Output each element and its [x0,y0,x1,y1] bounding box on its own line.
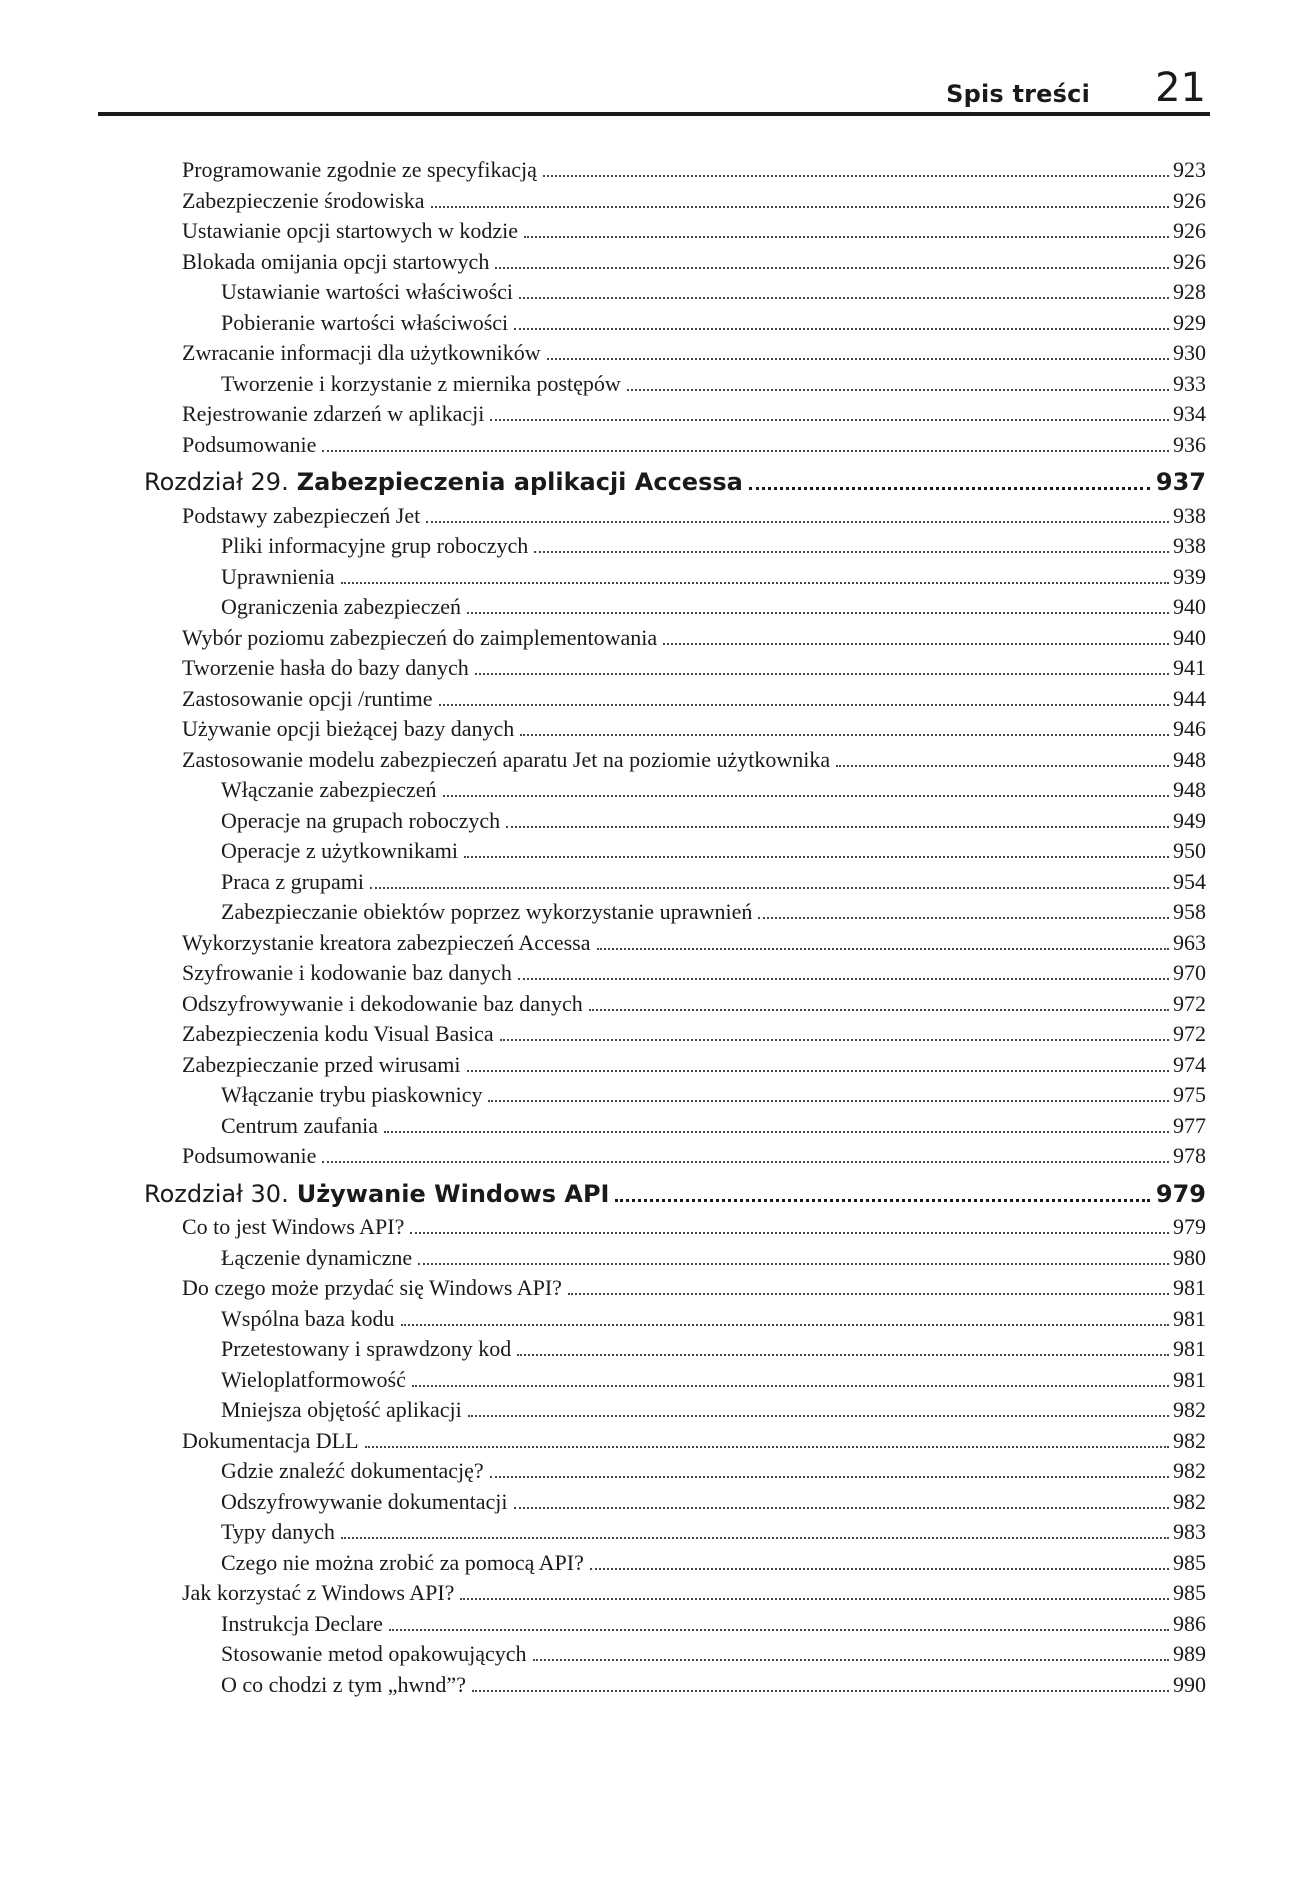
entry-title: Podsumowanie [182,431,317,457]
entry-page-number: 981 [1173,1366,1206,1392]
dot-leader [490,1476,1169,1478]
entry-page-number: 979 [1173,1214,1206,1239]
dot-leader [384,1131,1169,1133]
toc-entry [182,625,1206,655]
entry-title: Do czego może przydać się Windows API? [182,1275,562,1300]
entry-title: Centrum zaufania [221,1112,378,1138]
entry-page-number: 985 [1173,1549,1206,1575]
dot-leader [472,1690,1169,1692]
toc-entry [221,279,1206,309]
entry-title: Zastosowanie opcji /runtime [182,685,433,711]
dot-leader [758,917,1169,919]
toc-entry [182,1021,1206,1051]
entry-title: Zwracanie informacji dla użytkowników [182,340,541,365]
entry-title: Odszyfrowywanie i dekodowanie baz danych [182,990,583,1016]
toc-entry [221,1641,1206,1671]
dot-leader [475,673,1169,675]
entry-title: Pobieranie wartości właściwości [221,309,509,335]
entry-page-number: 983 [1173,1519,1206,1544]
toc-entry [221,371,1206,401]
toc-entry [221,310,1206,340]
entry-page-number: 986 [1173,1610,1206,1636]
toc-entry [182,1580,1206,1610]
entry-title: Blokada omijania opcji startowych [182,248,490,274]
toc-entry [221,1367,1206,1397]
entry-page-number: 990 [1173,1671,1206,1697]
chapter-number: Rozdział 29. [144,468,289,496]
dot-leader [412,1385,1169,1387]
dot-leader [514,1507,1169,1509]
toc-entry [221,594,1206,624]
entry-page-number: 981 [1173,1336,1206,1361]
dot-leader [418,1263,1169,1265]
dot-leader [439,704,1170,706]
entry-page-number: 929 [1173,309,1206,335]
entry-page-number: 948 [1173,777,1206,802]
entry-title: Zastosowanie modelu zabezpieczeń aparatu Jet na poziomie użytkownika [182,746,831,772]
entry-page-number: 982 [1173,1488,1206,1514]
toc-chapter-entry [144,468,1206,502]
toc-entry [182,340,1206,370]
entry-page-number: 974 [1173,1051,1206,1077]
entry-page-number: 963 [1173,929,1206,955]
toc-entry [182,401,1206,431]
dot-leader [534,551,1169,553]
entry-title: Zabezpieczanie przed wirusami [182,1051,461,1077]
entry-title: Używanie opcji bieżącej bazy danych [182,716,515,741]
dot-leader [460,1598,1169,1600]
toc-entry [221,1306,1206,1336]
dot-leader [520,734,1169,736]
entry-title: Typy danych [221,1519,335,1544]
dot-leader [322,1161,1169,1163]
entry-title: Operacje na grupach roboczych [221,807,501,833]
entry-page-number: 979 [1155,1179,1206,1208]
entry-page-number: 926 [1173,187,1206,213]
toc-entry [182,686,1206,716]
toc-entry [221,1458,1206,1488]
toc-entry [182,1214,1206,1244]
dot-leader [467,612,1169,614]
dot-leader [568,1293,1169,1295]
entry-title: Uprawnienia [221,563,335,589]
entry-page-number: 972 [1173,1021,1206,1046]
dot-leader [322,450,1169,452]
entry-title: Zabezpieczenia kodu Visual Basica [182,1021,494,1046]
toc-entry [182,432,1206,462]
entry-page-number: 981 [1173,1275,1206,1300]
running-header-title: Spis treści [946,80,1090,108]
toc-entry [221,869,1206,899]
entry-title: Ograniczenia zabezpieczeń [221,594,461,619]
entry-title: Odszyfrowywanie dokumentacji [221,1488,508,1514]
dot-leader [547,358,1169,360]
entry-title: Gdzie znaleźć dokumentację? [221,1458,484,1483]
dot-leader [663,643,1169,645]
dot-leader [514,328,1169,330]
dot-leader [431,206,1170,208]
dot-leader [341,1537,1169,1539]
dot-leader [533,1659,1170,1661]
entry-title: Tworzenie hasła do bazy danych [182,655,469,680]
entry-page-number: 940 [1173,624,1206,650]
toc-entry [182,157,1206,187]
entry-page-number: 938 [1173,533,1206,558]
entry-title: Wykorzystanie kreatora zabezpieczeń Accessa [182,929,591,955]
toc-entry [221,533,1206,563]
entry-page-number: 928 [1173,279,1206,304]
dot-leader [426,521,1169,523]
entry-title: Wieloplatformowość [221,1366,406,1392]
entry-title: Podstawy zabezpieczeń Jet [182,502,421,528]
dot-leader [519,297,1169,299]
entry-title: Programowanie zgodnie ze specyfikacją [182,157,537,182]
entry-page-number: 954 [1173,868,1206,894]
entry-page-number: 944 [1173,685,1206,711]
chapter-number: Rozdział 30. [144,1179,289,1208]
dot-leader [589,1009,1169,1011]
toc-entry [182,930,1206,960]
entry-title: Włączanie trybu piaskownicy [221,1082,483,1107]
dot-leader [836,765,1169,767]
toc-entry [221,1082,1206,1112]
entry-page-number: 946 [1173,716,1206,741]
toc-entry [182,991,1206,1021]
toc-entry [221,1489,1206,1519]
dot-leader [410,1232,1169,1234]
entry-title: Operacje z użytkownikami [221,838,459,863]
entry-title: O co chodzi z tym „hwnd”? [221,1671,466,1697]
dot-leader [467,1070,1169,1072]
entry-page-number: 937 [1155,468,1206,496]
entry-page-number: 970 [1173,960,1206,985]
entry-page-number: 939 [1173,563,1206,589]
dot-leader [468,1415,1169,1417]
entry-page-number: 940 [1173,594,1206,619]
entry-title: Instrukcja Declare [221,1610,383,1636]
toc-entry [182,1143,1206,1173]
entry-title: Ustawianie wartości właściwości [221,279,514,304]
dot-leader [389,1629,1169,1631]
toc-entry [182,960,1206,990]
dot-leader [597,948,1170,950]
toc-entry [182,218,1206,248]
page-number: 21 [1155,65,1206,111]
entry-page-number: 978 [1173,1143,1206,1168]
toc-entry [182,1428,1206,1458]
toc-entry [221,1611,1206,1641]
entry-title: Podsumowanie [182,1143,317,1168]
toc-entry [221,777,1206,807]
entry-page-number: 980 [1173,1244,1206,1270]
entry-page-number: 948 [1173,746,1206,772]
toc-entry [182,503,1206,533]
toc-entry [182,1275,1206,1305]
entry-title: Łączenie dynamiczne [221,1244,413,1270]
toc-entry [221,1336,1206,1366]
dot-leader [749,487,1150,490]
chapter-title: Zabezpieczenia aplikacji Accessa [296,468,743,496]
entry-title: Tworzenie i korzystanie z miernika postępów [221,370,621,396]
entry-page-number: 936 [1173,431,1206,457]
entry-page-number: 926 [1173,218,1206,243]
dot-leader [464,856,1169,858]
chapter-title: Używanie Windows API [296,1179,610,1208]
dot-leader [401,1324,1170,1326]
entry-title: Praca z grupami [221,868,364,894]
dot-leader [627,389,1169,391]
dot-leader [443,795,1169,797]
toc-entry [221,1397,1206,1427]
toc-entry [182,188,1206,218]
entry-page-number: 938 [1173,502,1206,528]
entry-page-number: 981 [1173,1305,1206,1331]
toc-entry [182,716,1206,746]
toc-entry [221,808,1206,838]
dot-leader [488,1100,1169,1102]
entry-page-number: 950 [1173,838,1206,863]
entry-title: Stosowanie metod opakowujących [221,1641,527,1666]
toc-entry [182,249,1206,279]
entry-page-number: 977 [1173,1112,1206,1138]
toc-entry [182,655,1206,685]
dot-leader [590,1568,1169,1570]
dot-leader [490,419,1169,421]
entry-title: Jak korzystać z Windows API? [182,1580,455,1605]
dot-leader [518,978,1169,980]
entry-title: Wspólna baza kodu [221,1305,395,1331]
entry-page-number: 982 [1173,1397,1206,1422]
dot-leader [341,582,1169,584]
dot-leader [517,1354,1169,1356]
entry-page-number: 972 [1173,990,1206,1016]
entry-page-number: 989 [1173,1641,1206,1666]
entry-title: Dokumentacja DLL [182,1427,359,1453]
entry-page-number: 958 [1173,899,1206,924]
toc-entry [221,1519,1206,1549]
dot-leader [615,1199,1149,1202]
entry-page-number: 975 [1173,1082,1206,1107]
toc-entry [221,838,1206,868]
dot-leader [495,267,1169,269]
toc-entry [182,747,1206,777]
entry-page-number: 934 [1173,401,1206,426]
dot-leader [543,175,1169,177]
dot-leader [370,887,1169,889]
toc-entry [182,1052,1206,1082]
dot-leader [524,236,1169,238]
entry-title: Pliki informacyjne grup roboczych [221,533,529,558]
toc-entry [221,899,1206,929]
entry-page-number: 923 [1173,157,1206,182]
entry-page-number: 985 [1173,1580,1206,1605]
dot-leader [506,826,1169,828]
entry-title: Włączanie zabezpieczeń [221,777,437,802]
entry-title: Zabezpieczanie obiektów poprzez wykorzystanie uprawnień [221,899,753,924]
dot-leader [500,1039,1169,1041]
entry-page-number: 982 [1173,1458,1206,1483]
entry-page-number: 930 [1173,340,1206,365]
toc-chapter-entry [144,1180,1206,1214]
entry-title: Przetestowany i sprawdzony kod [221,1336,512,1361]
entry-title: Zabezpieczenie środowiska [182,187,425,213]
entry-page-number: 941 [1173,655,1206,680]
entry-title: Rejestrowanie zdarzeń w aplikacji [182,401,485,426]
toc-entry [221,1113,1206,1143]
entry-title: Mniejsza objętość aplikacji [221,1397,462,1422]
entry-title: Ustawianie opcji startowych w kodzie [182,218,519,243]
entry-title: Czego nie można zrobić za pomocą API? [221,1549,584,1575]
entry-page-number: 982 [1173,1427,1206,1453]
entry-title: Co to jest Windows API? [182,1214,405,1239]
toc-entry [221,1550,1206,1580]
entry-page-number: 933 [1173,370,1206,396]
entry-page-number: 949 [1173,807,1206,833]
toc-entry [221,564,1206,594]
dot-leader [365,1446,1169,1448]
entry-title: Szyfrowanie i kodowanie baz danych [182,960,512,985]
entry-title: Wybór poziomu zabezpieczeń do zaimplementowania [182,624,658,650]
toc-entry [221,1672,1206,1702]
entry-page-number: 926 [1173,248,1206,274]
toc-entry [221,1245,1206,1275]
